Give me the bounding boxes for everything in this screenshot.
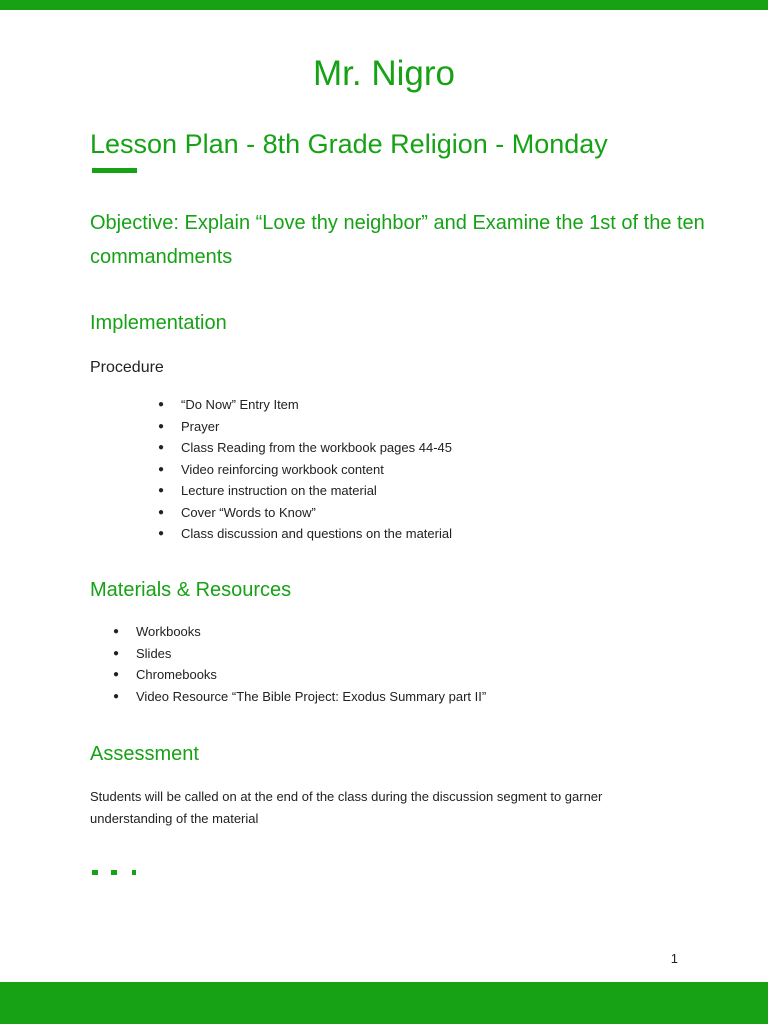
list-item: ● Chromebooks — [136, 664, 486, 686]
top-accent-bar — [0, 0, 768, 10]
list-item: ● Class Reading from the workbook pages 44-45 — [181, 437, 452, 459]
decorative-dash-divider — [92, 870, 142, 875]
page-title: Lesson Plan - 8th Grade Religion - Monday — [90, 129, 608, 159]
title-underline-rule — [92, 168, 137, 173]
lesson-objective: Objective: Explain “Love thy neighbor” and Examine the 1st of the ten commandments — [90, 212, 705, 268]
materials-list — [136, 621, 486, 707]
assessment-heading: Assessment — [90, 743, 199, 765]
assessment-text: Students will be called on at the end of the class during the discussion segment to garner understanding of the material — [90, 789, 603, 826]
list-item: ● Video Resource “The Bible Project: Exodus Summary part II” — [136, 686, 486, 708]
list-item: ● Lecture instruction on the material — [181, 480, 452, 502]
list-item: ● Video reinforcing workbook content — [181, 459, 452, 481]
bottom-accent-bar — [0, 982, 768, 1024]
page-number: 1 — [670, 951, 678, 966]
list-item: ● Workbooks — [136, 621, 486, 643]
implementation-heading: Implementation — [90, 312, 227, 334]
list-item: ● Class discussion and questions on the material — [181, 523, 452, 545]
materials-heading: Materials & Resources — [90, 579, 292, 601]
author-name: Mr. Nigro — [313, 54, 455, 93]
list-item: ● Slides — [136, 643, 486, 665]
list-item: ● “Do Now” Entry Item — [181, 394, 452, 416]
procedure-heading: Procedure — [90, 359, 164, 376]
list-item: ● Prayer — [181, 416, 452, 438]
procedure-list — [181, 394, 452, 545]
list-item: ● Cover “Words to Know” — [181, 502, 452, 524]
